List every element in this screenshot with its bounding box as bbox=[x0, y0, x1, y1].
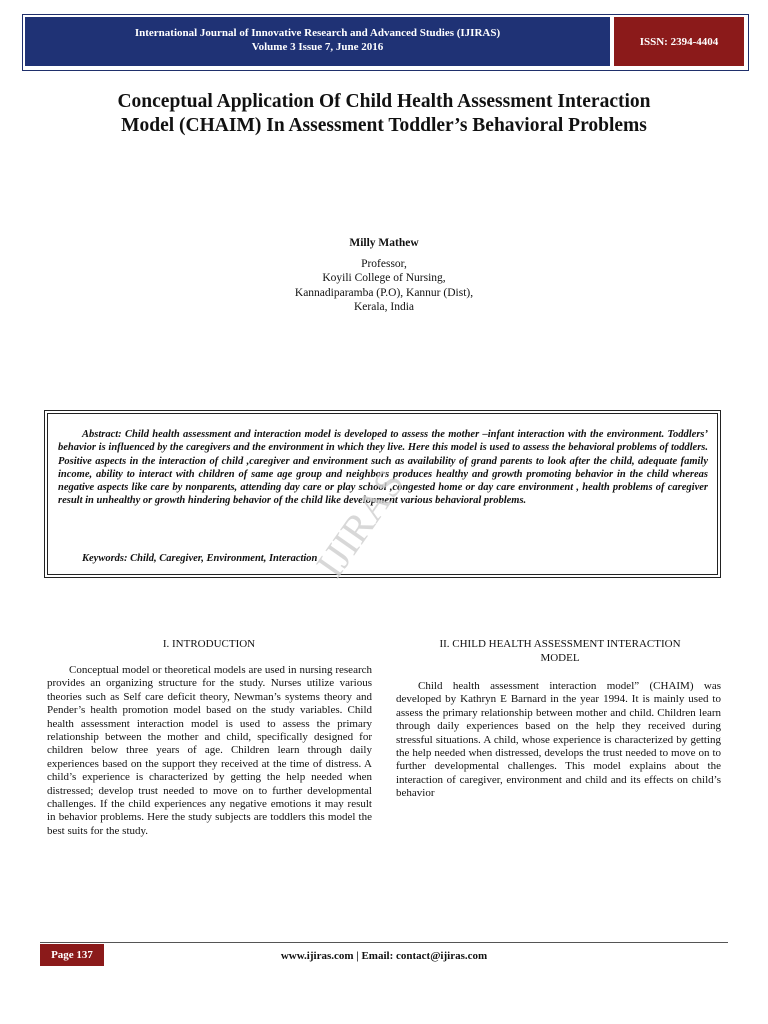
author-name: Milly Mathew bbox=[349, 237, 419, 249]
title-line-1: Conceptual Application Of Child Health Assessment Interaction bbox=[117, 91, 651, 112]
author-college: Koyili College of Nursing, bbox=[322, 272, 446, 285]
keywords: Keywords: Child, Caregiver, Environment, Interaction bbox=[82, 553, 318, 564]
section-2-paragraph: Child health assessment interaction model” (CHAIM) was developed by Kathryn E Barnard in the year 1994. It is mainly used to assess the primary relationship between mother and child. Children learn through daily experiences based on the help they received during stressful situations. A child, whose experience is characterized by getting the help needed when distressed, develops the trust needed to move on to further developmental challenges. This model explains about the interaction of caregiver, environment and child and its effects on child’s behavior bbox=[396, 680, 721, 800]
section-2-heading-line-2: MODEL bbox=[540, 651, 580, 664]
author-role: Professor, bbox=[361, 258, 407, 270]
section-2-body bbox=[396, 680, 721, 801]
paper-title bbox=[30, 90, 738, 138]
footer-rule bbox=[40, 942, 728, 943]
section-2-heading-line-1: II. CHILD HEALTH ASSESSMENT INTERACTION bbox=[439, 638, 681, 650]
journal-name: International Journal of Innovative Research and Advanced Studies (IJIRAS) bbox=[134, 27, 501, 39]
section-1-heading: I. INTRODUCTION bbox=[162, 638, 256, 650]
author-address: Kannadiparamba (P.O), Kannur (Dist), bbox=[294, 286, 474, 299]
issn-badge bbox=[614, 17, 744, 66]
section-1-paragraph: Conceptual model or theoretical models are used in nursing research provides an organizing structure for the study. Nurses utilize various theories such as Self care deficit theory, Newman’s systems theory and Pender’s health promotion model based on the study variables. Child health assessment interaction model is used to assess the primary relationship between the mother and child, specifically designed for children below three years of age. Children learn through daily experiences based on the support they received at the time of distress. A child’s experience is characterized by getting the help needed when distressed; develop trust needed to move on to further developmental challenges. If the child experiences any negative emotions it may result in behavior problems. Here the study subjects are toddlers this model the best suits for the study. bbox=[47, 664, 372, 837]
journal-header bbox=[25, 17, 610, 66]
watermark: IJIRAS bbox=[307, 461, 413, 586]
section-2-heading bbox=[395, 638, 725, 665]
section-1-body bbox=[47, 664, 372, 838]
author-state: Kerala, India bbox=[353, 300, 415, 313]
title-line-2: Model (CHAIM) In Assessment Toddler’s Behavioral Problems bbox=[121, 115, 647, 136]
footer-contact: www.ijiras.com | Email: contact@ijiras.com bbox=[280, 950, 488, 962]
journal-volume: Volume 3 Issue 7, June 2016 bbox=[251, 41, 384, 53]
abstract-text: Abstract: Child health assessment and interaction model is developed to assess the mother –infant interaction with the environment. Toddlers’ behavior is influenced by the caregivers and the environment in which they live. Here this model is used to assess the behavioral problems of toddlers. Positive aspects in the interaction of child ,caregiver and environment such as availability of grand parents to look after the child, adequate family income, ability to interact with children of same age group and neighbors produces healthy and growth promoting behavior in the child whereas negative aspects like care by nonparents, attending day care or play school ,congested home or day care environment , health problems of caregiver result in unhealthy or growth hindering behavior of the child like development various behavioral problems. bbox=[58, 429, 708, 507]
page-number: Page 137 bbox=[51, 949, 93, 961]
author-affiliation bbox=[0, 257, 768, 314]
issn-text: ISSN: 2394-4404 bbox=[639, 35, 719, 48]
